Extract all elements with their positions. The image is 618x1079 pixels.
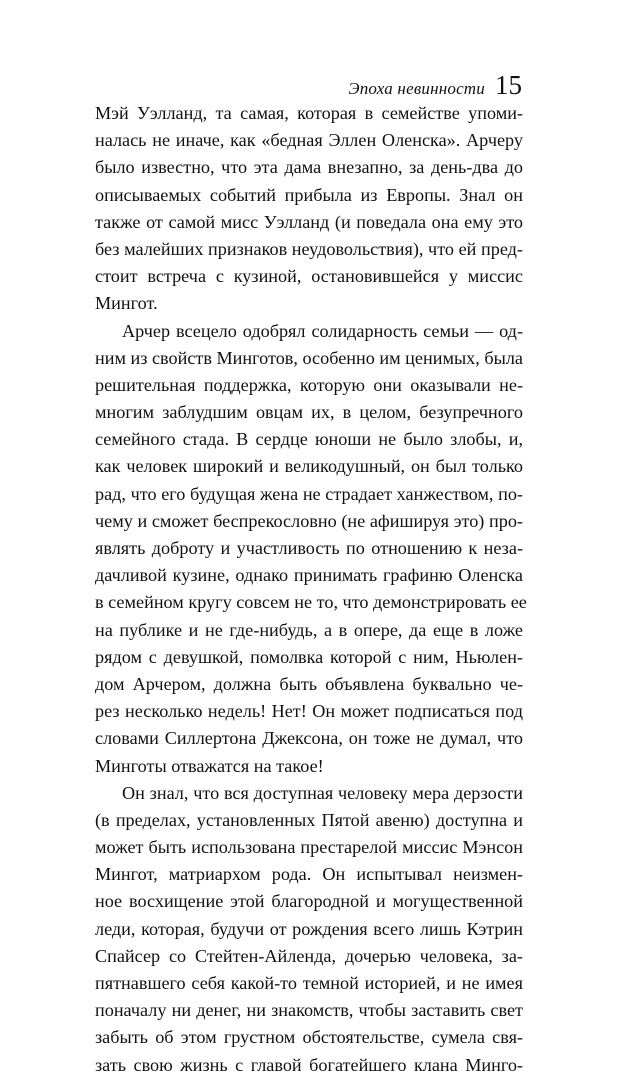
text-line: также от самой мисс Уэлланд (и поведала она ему это [95, 211, 523, 232]
text-line: поначалу ни денег, ни знакомств, чтобы заставить свет [95, 1000, 523, 1021]
text-line: являть доброту и участливость по отношению к неза- [95, 538, 523, 558]
text-line: словами Силлертона Джексона, он тоже не думал, что [95, 728, 523, 749]
text-line: Минготы отважатся на такое! [95, 755, 324, 776]
text-line: леди, которая, будучи от рождения всего лишь Кэтрин [95, 918, 523, 939]
text-line: рядом с девушкой, помолвка которой с ним, Ньюлен- [95, 646, 523, 667]
text-line: описываемых событий прибыла из Европы. Знал он [95, 184, 523, 205]
text-line: дачливой кузине, однако принимать графиню Оленска [95, 565, 523, 586]
page-number: 15 [495, 70, 522, 100]
text-line: как человек широкий и великодушный, он был только [95, 456, 523, 477]
text-line: без малейших признаков неудовольствия), что ей пред- [95, 238, 523, 259]
text-line: Мингот. [95, 293, 158, 314]
text-line: ним из свойств Минготов, особенно им ценимых, была [95, 347, 523, 368]
book-title: Эпоха невинности [348, 79, 485, 98]
text-line: Спайсер со Стейтен-Айленда, дочерью человека, за- [95, 945, 523, 966]
running-header [348, 70, 522, 101]
text-line: зать свою жизнь с главой богатейшего клана Минго- [95, 1054, 523, 1075]
text-line: стоит встреча с кузиной, остановившейся у миссис [95, 266, 523, 287]
body-text [95, 100, 527, 1079]
text-line: ное восхищение этой благородной и могущественной [95, 891, 523, 912]
text-line: решительная поддержка, которую они оказывали не- [95, 374, 523, 395]
text-line: было известно, что эта дама внезапно, за день-два до [95, 157, 523, 178]
text-line: на публике и не где-нибудь, а в опере, да еще в ложе [95, 619, 523, 640]
text-line: рад, что его будущая жена не страдает ханжеством, по- [95, 483, 523, 504]
text-line: Мэй Уэлланд, та самая, которая в семействе упоми- [95, 103, 523, 123]
text-line: пятнавшего себя какой-то темной историей, и не имея [95, 973, 523, 993]
text-line: может быть использована престарелой миссис Мэнсон [95, 837, 523, 858]
text-line: семейного стада. В сердце юноши не было злобы, и, [95, 429, 523, 450]
text-line: многим заблудшим овцам их, в целом, безупречного [95, 402, 523, 423]
text-line: Арчер всецело одобрял солидарность семьи — од- [122, 320, 523, 341]
text-line: дом Арчером, должна быть объявлена буквально че- [95, 673, 523, 694]
text-line: (в пределах, установленных Пятой авеню) доступна и [95, 809, 523, 830]
text-line: чему и сможет беспрекословно (не афишируя это) про- [95, 510, 523, 531]
text-line: забыть об этом грустном обстоятельстве, сумела свя- [95, 1027, 523, 1048]
text-line: рез несколько недель! Нет! Он может подписаться под [95, 701, 523, 722]
text-line: в семейном кругу совсем не то, что демонстрировать ее [95, 592, 527, 613]
text-line: налась не иначе, как «бедная Эллен Оленска». Арчеру [95, 130, 523, 151]
text-line: Он знал, что вся доступная человеку мера дерзости [122, 782, 523, 803]
text-line: Мингот, матриархом рода. Он испытывал неизмен- [95, 864, 523, 885]
